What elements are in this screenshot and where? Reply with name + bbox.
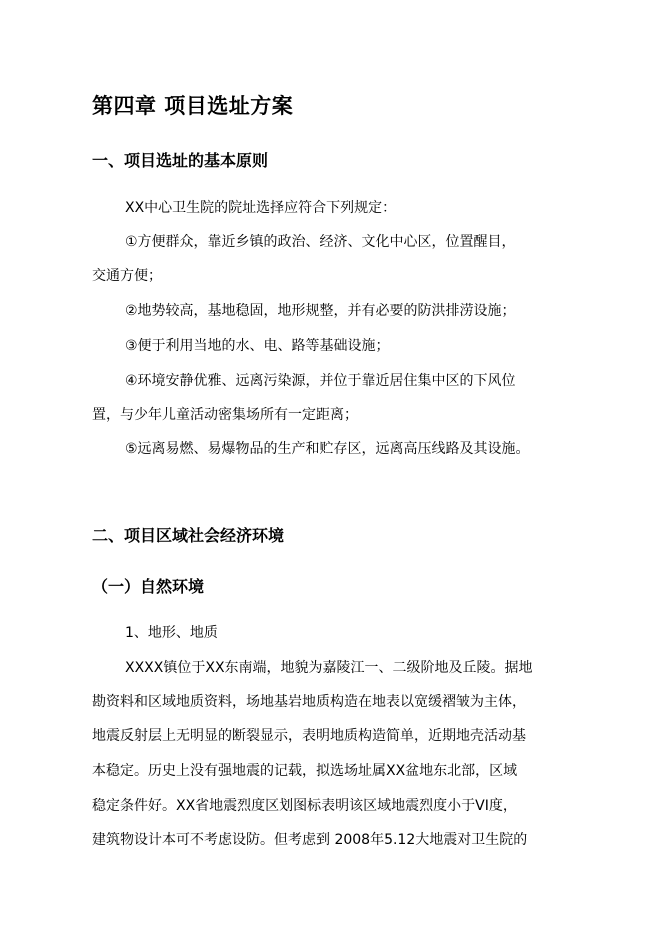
- paragraph-item-1-continued: 交通方便；: [92, 268, 162, 284]
- paragraph-line-6: 建筑物设计本可不考虑设防。但考虑到 2008年5.12大地震对卫生院的: [92, 832, 528, 848]
- paragraph-line-3: 地震反射层上无明显的断裂显示，表明地质构造简单，近期地壳活动基: [92, 728, 526, 744]
- paragraph-intro: XX中心卫生院的院址选择应符合下列规定：: [125, 200, 397, 216]
- subsection-heading-natural-environment: （一）自然环境: [92, 577, 205, 596]
- paragraph-item-4-continued: 置，与少年儿童活动密集场所有一定距离；: [92, 407, 358, 423]
- chapter-title: 第四章 项目选址方案: [92, 94, 294, 118]
- paragraph-line-5: 稳定条件好。XX省地震烈度区划图标表明该区域地震烈度小于VI度，: [92, 798, 517, 814]
- section-heading-site-principles: 一、项目选址的基本原则: [92, 151, 269, 170]
- section-heading-socioeconomic: 二、项目区域社会经济环境: [92, 526, 285, 545]
- paragraph-line-2: 勘资料和区域地质资料，场地基岩地质构造在地表以宽缓褶皱为主体，: [92, 694, 526, 710]
- paragraph-item-5: ⑤远离易燃、易爆物品的生产和贮存区，远离高压线路及其设施。: [125, 441, 530, 457]
- paragraph-item-1: ①方便群众，靠近乡镇的政治、经济、文化中心区，位置醒目，: [125, 234, 516, 250]
- paragraph-item-2: ②地势较高，基地稳固，地形规整，并有必要的防洪排涝设施；: [125, 303, 516, 319]
- paragraph-item-4: ④环境安静优雅、远离污染源，并位于靠近居住集中区的下风位: [125, 373, 516, 389]
- paragraph-item-3: ③便于利用当地的水、电、路等基础设施；: [125, 338, 390, 354]
- item-title-terrain-geology: 1、地形、地质: [125, 625, 218, 641]
- paragraph-line-4: 本稳定。历史上没有强地震的记载，拟选场址属XX盆地东北部，区域: [92, 763, 518, 779]
- paragraph-line-1: XXXX镇位于XX东南端，地貌为嘉陵江一、二级阶地及丘陵。据地: [125, 660, 533, 676]
